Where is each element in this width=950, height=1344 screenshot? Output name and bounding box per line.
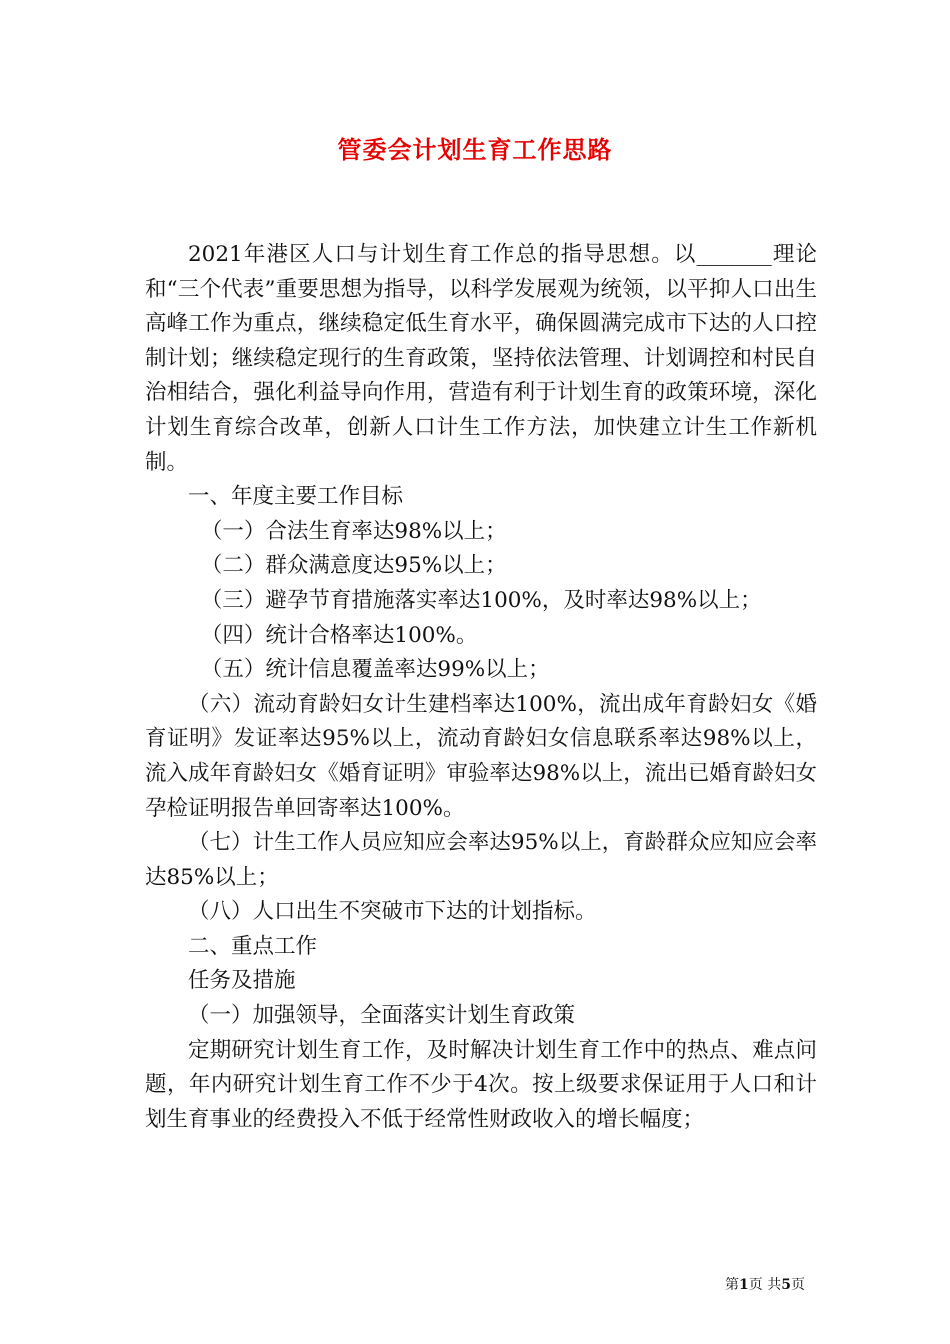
paragraph-leadership: 定期研究计划生育工作，及时解决计划生育工作中的热点、难点问题，年内研究计划生育工作不少于4次。按上级要求保证用于人口和计划生育事业的经费投入不低于经常性财政收入的增长幅度； (145, 1037, 817, 1132)
goal-item: （八）人口出生不突破市下达的计划指标。 (188, 899, 597, 925)
footer-page-number: 1 (739, 1277, 749, 1293)
goal-item: （六）流动育龄妇女计生建档率达100%，流出成年育龄妇女《婚育证明》发证率达95%以上，流动育龄妇女信息联系率达98%以上，流入成年育龄妇女《婚育证明》审验率达98%以上，流出已婚育龄妇女孕检证明报告单回寄率达100%。 (145, 691, 817, 821)
goal-item: （四）统计合格率达100%。 (200, 622, 478, 648)
subheading-leadership: （一）加强领导，全面落实计划生育政策 (188, 1003, 576, 1029)
heading-key-work: 二、重点工作 (188, 933, 318, 959)
footer-middle: 页 共 (748, 1277, 782, 1293)
page-number-footer (725, 1275, 805, 1295)
goal-item: （七）计生工作人员应知应会率达95%以上，育龄群众应知应会率达85%以上； (145, 830, 817, 890)
footer-suffix: 页 (791, 1277, 805, 1293)
footer-prefix: 第 (725, 1277, 740, 1293)
goal-item: （二）群众满意度达95%以上； (200, 553, 507, 579)
document-body (145, 238, 817, 1137)
goal-item: （五）统计信息覆盖率达99%以上； (200, 657, 550, 683)
heading-annual-goals: 一、年度主要工作目标 (188, 484, 404, 510)
goal-item: （一）合法生育率达98%以上； (200, 518, 507, 544)
document-title: 管委会计划生育工作思路 (337, 135, 613, 164)
goal-item: （三）避孕节育措施落实率达100%，及时率达98%以上； (200, 587, 762, 613)
heading-tasks-measures: 任务及措施 (188, 968, 296, 994)
paragraph-guiding-thought: 2021年港区人口与计划生育工作总的指导思想。以_______理论和“三个代表”重要思想为指导，以科学发展观为统领，以平抑人口出生高峰工作为重点，继续稳定低生育水平，确保圆满完成市下达的人口控制计划；继续稳定现行的生育政策，坚持依法管理、计划调控和村民自治相结合，强化利益导向作用，营造有利于计划生育的政策环境，深化计划生育综合改革，创新人口计生工作方法，加快建立计生工作新机制。 (145, 242, 817, 475)
footer-total-pages: 5 (781, 1277, 791, 1293)
